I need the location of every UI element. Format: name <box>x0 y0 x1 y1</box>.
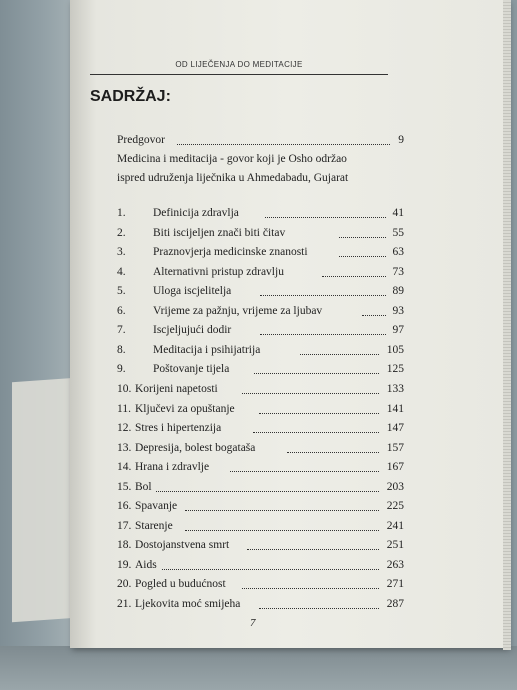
toc-entry-page: 55 <box>392 226 404 239</box>
toc-entry-number: 17. <box>117 519 132 532</box>
toc-leader-dots <box>322 276 386 277</box>
running-title: OD LIJEČENJA DO MEDITACIJE <box>175 60 303 69</box>
toc-entry <box>117 500 404 518</box>
toc-leader-dots <box>156 491 379 492</box>
toc-entry-title: Ključevi za opuštanje <box>135 402 235 415</box>
toc-entry-title: Uloga iscjelitelja <box>153 285 232 298</box>
toc-leader-dots <box>162 569 379 570</box>
toc-entry-number: 21. <box>117 598 132 610</box>
background-bottom <box>0 646 517 690</box>
toc-entry <box>117 403 404 421</box>
toc-entry <box>117 324 404 342</box>
toc-entry-title: Definicija zdravlja <box>153 207 239 219</box>
underlying-page <box>12 378 76 622</box>
toc-entry-number: 4. <box>117 265 126 278</box>
toc-entry-title: Praznovjerja medicinske znanosti <box>153 246 308 259</box>
toc-entry-page: 147 <box>386 422 404 435</box>
toc-leader-dots <box>242 588 379 589</box>
toc-leader-dots <box>339 256 386 257</box>
toc-entry <box>117 266 404 284</box>
toc-entry-title: Poštovanje tijela <box>153 363 230 376</box>
toc-entry-title: Biti iscijeljen znači biti čitav <box>153 226 286 239</box>
toc-entry <box>117 207 404 225</box>
toc-entry-title: Starenje <box>135 519 173 532</box>
toc-leader-dots <box>247 549 379 550</box>
toc-entry <box>117 344 404 362</box>
toc-entry <box>117 481 404 499</box>
toc-entry-number: 10. <box>117 382 132 395</box>
page-number: 7 <box>250 617 256 629</box>
toc-entry-number: 5. <box>117 285 126 298</box>
toc-intro-subtitle-1: Medicina i meditacija - govor koji je Osho održao <box>117 153 347 165</box>
toc-entry-page: 41 <box>392 207 404 219</box>
toc-entry-page: 271 <box>386 578 404 591</box>
toc-entry-number: 9. <box>117 363 126 376</box>
toc-entry-page: 287 <box>386 598 404 610</box>
toc-leader-dots <box>242 393 379 394</box>
toc-entry-number: 12. <box>117 422 132 435</box>
toc-entry-page: 251 <box>386 539 404 552</box>
toc-leader-dots <box>177 144 390 145</box>
toc-entry-number: 8. <box>117 343 126 356</box>
toc-entry-number: 14. <box>117 461 132 474</box>
toc-leader-dots <box>260 295 386 296</box>
toc-entry <box>117 422 404 440</box>
running-header <box>90 56 388 75</box>
toc-entry-page: 73 <box>392 265 404 278</box>
toc-entry-title: Bol <box>135 480 152 493</box>
toc-entry-page: 167 <box>386 461 404 474</box>
toc-entry <box>117 305 404 323</box>
toc-entry <box>117 520 404 538</box>
toc-entry-page: 63 <box>392 246 404 259</box>
toc-entry <box>117 227 404 245</box>
toc-entry <box>117 598 404 616</box>
toc-entry-title: Korijeni napetosti <box>135 382 218 395</box>
toc-entry-page: 141 <box>386 402 404 415</box>
toc-leader-dots <box>185 510 379 511</box>
toc-entry-number: 13. <box>117 441 132 454</box>
toc-leader-dots <box>287 452 379 453</box>
toc-leader-dots <box>185 530 379 531</box>
toc-entry <box>117 442 404 460</box>
toc-entry <box>117 246 404 264</box>
page-edge <box>503 0 511 650</box>
toc-entry-page: 97 <box>392 324 404 337</box>
toc-entry-page: 133 <box>386 382 404 395</box>
toc-entry-number: 11. <box>117 402 131 415</box>
toc-leader-dots <box>260 334 386 335</box>
toc-entry-number: 16. <box>117 500 132 513</box>
contents-title: SADRŽAJ: <box>90 88 171 105</box>
toc-entry-title: Hrana i zdravlje <box>135 461 210 474</box>
toc-entry <box>117 578 404 596</box>
toc-entry-title: Pogled u budućnost <box>135 578 226 591</box>
toc-entry-title: Ljekovita moć smijeha <box>135 598 241 610</box>
toc-entry-page: 225 <box>386 500 404 513</box>
toc-entry-title: Spavanje <box>135 500 178 513</box>
toc-leader-dots <box>253 432 379 433</box>
toc-entry-title: Vrijeme za pažnju, vrijeme za ljubav <box>153 304 323 317</box>
toc-entry <box>117 383 404 401</box>
toc-entry-page: 89 <box>392 285 404 298</box>
toc-entry <box>117 539 404 557</box>
toc-leader-dots <box>362 315 386 316</box>
toc-entry-page: 93 <box>392 304 404 317</box>
toc-entry-number: 7. <box>117 324 126 337</box>
toc-entry-number: 19. <box>117 558 132 571</box>
toc-entry-number: 6. <box>117 304 126 317</box>
toc-entry-title: Meditacija i psihijatrija <box>153 343 261 356</box>
toc-entry-title: Alternativni pristup zdravlju <box>153 265 284 278</box>
toc-entry-number: 20. <box>117 578 132 591</box>
toc-entry-title: Iscjeljujući dodir <box>153 324 232 337</box>
toc-leader-dots <box>230 471 379 472</box>
toc-leader-dots <box>300 354 380 355</box>
toc-entry-title: Aids <box>135 558 157 571</box>
toc-entry <box>117 461 404 479</box>
toc-entry-title: Dostojanstvena smrt <box>135 539 230 552</box>
toc-entry-page: 241 <box>386 519 404 532</box>
toc-entry-number: 18. <box>117 539 132 552</box>
toc-leader-dots <box>259 608 379 609</box>
toc-intro-row <box>117 134 404 152</box>
toc-entry <box>117 559 404 577</box>
toc-entry-page: 203 <box>386 480 404 493</box>
toc-entry-number: 15. <box>117 480 132 493</box>
toc-intro-page: 9 <box>398 134 404 146</box>
toc-entry-page: 157 <box>386 441 404 454</box>
toc-intro-label: Predgovor <box>117 134 165 146</box>
toc-intro-subtitle-2: ispred udruženja liječnika u Ahmedabadu, Gujarat <box>117 172 349 184</box>
toc-entry-title: Stres i hipertenzija <box>135 422 222 435</box>
toc-leader-dots <box>254 373 379 374</box>
toc-entry-number: 2. <box>117 226 126 239</box>
toc-leader-dots <box>265 217 386 218</box>
toc-entry <box>117 285 404 303</box>
toc-leader-dots <box>339 237 386 238</box>
toc-entry <box>117 363 404 381</box>
toc-entry-title: Depresija, bolest bogataša <box>135 441 256 454</box>
toc-entry-number: 1. <box>117 207 126 219</box>
toc-entry-page: 105 <box>386 343 404 356</box>
toc-leader-dots <box>259 413 379 414</box>
toc-entry-page: 263 <box>386 558 404 571</box>
toc-entry-page: 125 <box>386 363 404 376</box>
toc-entry-number: 3. <box>117 246 126 259</box>
